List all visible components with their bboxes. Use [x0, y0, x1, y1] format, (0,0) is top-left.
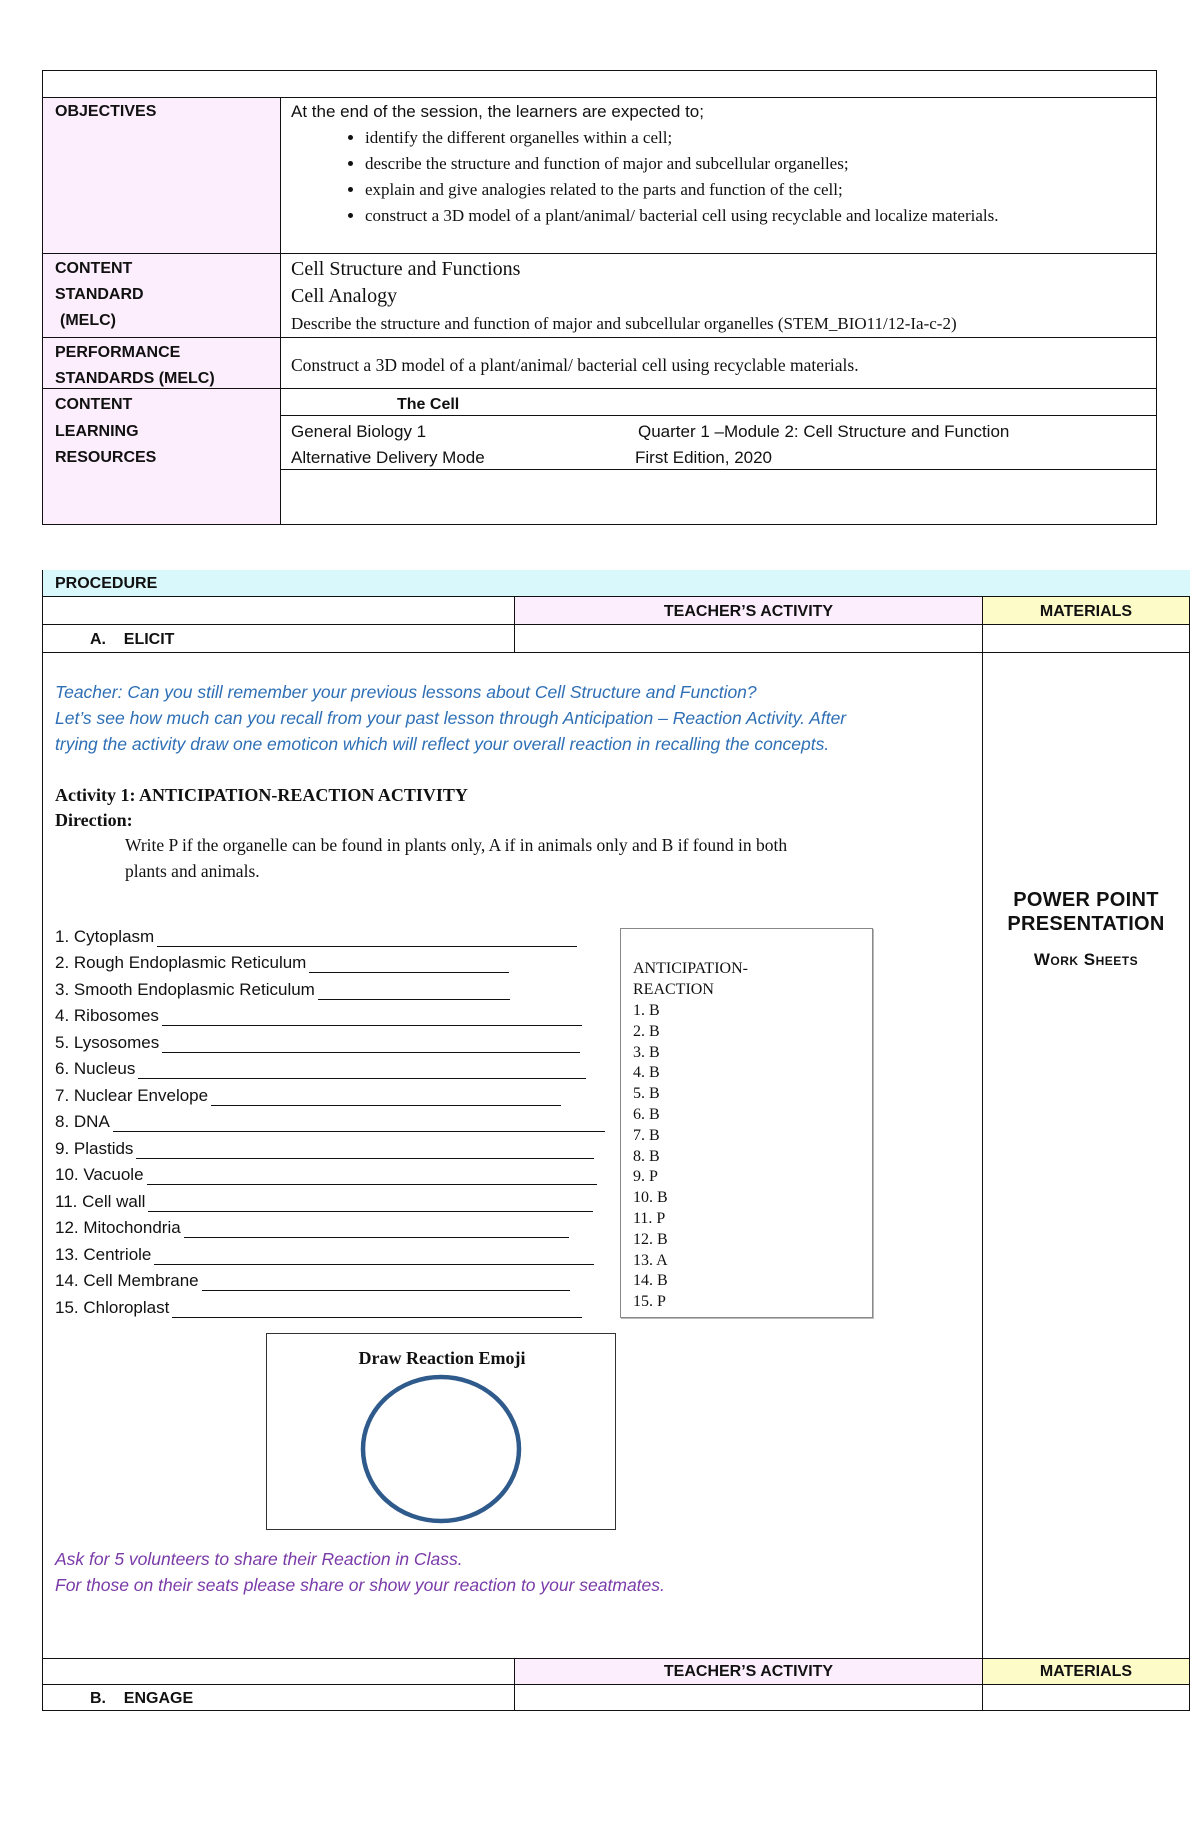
teacher-activity-header: TEACHER’S ACTIVITY — [663, 1663, 834, 1680]
answer-blank[interactable] — [184, 1219, 569, 1238]
direction-label: Direction: — [55, 810, 133, 830]
engage-label: B. ENGAGE — [90, 1690, 194, 1707]
answer-blank[interactable] — [202, 1272, 570, 1291]
learning-resources-label: LEARNING RESOURCES — [55, 423, 157, 466]
list-item: 7. Nuclear Envelope — [55, 1079, 615, 1106]
answer-item: 4. B — [633, 1064, 660, 1082]
list-item: 5. Lysosomes — [55, 1026, 615, 1053]
content-standard-line-2: Cell Analogy — [291, 285, 398, 307]
answer-item: 1. B — [633, 1002, 660, 1019]
list-item: 13. Centriole — [55, 1238, 615, 1265]
answer-item: 9. P — [633, 1168, 658, 1186]
answer-item: 8. B — [633, 1147, 660, 1165]
organelle-list — [55, 920, 615, 1318]
answer-item: 12. B — [633, 1230, 668, 1248]
resource-left-1: General Biology 1 — [291, 422, 427, 441]
answer-key-list — [633, 1001, 668, 1313]
resource-right-1: Quarter 1 –Module 2: Cell Structure and Function — [638, 422, 1010, 441]
list-item: 15. Chloroplast — [55, 1291, 615, 1318]
answer-blank[interactable] — [318, 981, 510, 1000]
content-standard-line-1: Cell Structure and Functions — [291, 258, 521, 280]
closing-instructions: Ask for 5 volunteers to share their Reaction in Class. For those on their seats please share or show your reaction to your seatmates. — [55, 1549, 665, 1595]
emoji-box-title: Draw Reaction Emoji — [358, 1348, 526, 1368]
list-item: 3. Smooth Endoplasmic Reticulum — [55, 973, 615, 1000]
content-standard-label: CONTENT STANDARD (MELC) — [55, 260, 144, 329]
row-divider — [42, 337, 1157, 338]
list-item: 4. Ribosomes — [55, 1000, 615, 1027]
list-item: 14. Cell Membrane — [55, 1265, 615, 1292]
list-item: 2. Rough Endoplasmic Reticulum — [55, 947, 615, 974]
answer-blank[interactable] — [136, 1140, 594, 1159]
procedure-title: PROCEDURE — [55, 575, 158, 592]
answer-item: 13. A — [633, 1251, 668, 1269]
teacher-intro: Teacher: Can you still remember your previous lessons about Cell Structure and Function? Let’s see how much can you recall from your past lesson through Anticipation – Reaction Activity. After trying the activity draw one emoticon which will reflect your overall reaction in recalling the concepts. — [55, 682, 847, 754]
objective-item: • identify the different organelles within a cell; — [365, 125, 1151, 151]
column-divider — [982, 652, 983, 1659]
objectives-list — [291, 125, 1151, 229]
list-item: 12. Mitochondria — [55, 1212, 615, 1239]
material-presentation: PRESENTATION — [1007, 913, 1165, 935]
list-item: 8. DNA — [55, 1106, 615, 1133]
materials-content — [983, 888, 1189, 970]
content-value: The Cell — [397, 396, 460, 413]
emoji-circle — [363, 1377, 519, 1521]
answer-item: 6. B — [633, 1105, 660, 1123]
activity-title: Activity 1: ANTICIPATION-REACTION ACTIVITY — [55, 785, 468, 805]
list-item: 1. Cytoplasm — [55, 920, 615, 947]
procedure-header — [42, 570, 1190, 596]
objective-item: • construct a 3D model of a plant/animal/ bacterial cell using recyclable and localize materials. — [365, 203, 1151, 229]
resource-right-2: First Edition, 2020 — [635, 448, 773, 467]
emoji-drawing-box[interactable] — [266, 1333, 616, 1530]
answer-key-box — [620, 928, 873, 1318]
performance-standards-text: Construct a 3D model of a plant/animal/ bacterial cell using recyclable materials. — [291, 355, 859, 375]
teacher-activity-header: TEACHER’S ACTIVITY — [663, 603, 834, 620]
answer-item: 11. P — [633, 1209, 666, 1227]
answer-item: 10. B — [633, 1189, 668, 1207]
objective-item: • explain and give analogies related to the parts and function of the cell; — [365, 177, 1151, 203]
materials-header: MATERIALS — [1039, 1663, 1133, 1680]
answer-blank[interactable] — [157, 928, 577, 947]
answer-item: 14. B — [633, 1272, 668, 1290]
answer-blank[interactable] — [154, 1246, 594, 1265]
objective-item: • describe the structure and function of major and subcellular organelles; — [365, 151, 1151, 177]
resource-left-2: Alternative Delivery Mode — [291, 448, 485, 467]
answer-item: 15. P — [633, 1293, 666, 1311]
materials-header: MATERIALS — [1039, 603, 1133, 620]
answer-blank[interactable] — [138, 1060, 586, 1079]
column-divider — [280, 97, 281, 525]
answer-blank[interactable] — [162, 1034, 580, 1053]
answer-item: 2. B — [633, 1022, 660, 1040]
answer-key-title: ANTICIPATION- REACTION — [633, 960, 748, 998]
material-power-point: POWER POINT — [1013, 889, 1159, 911]
performance-standards-label: PERFORMANCE STANDARDS (MELC) — [55, 344, 215, 387]
list-item: 6. Nucleus — [55, 1053, 615, 1080]
answer-blank[interactable] — [147, 1166, 597, 1185]
answer-blank[interactable] — [113, 1113, 605, 1132]
row-divider — [42, 253, 1157, 254]
emoji-circle-icon — [267, 1334, 617, 1531]
answer-blank[interactable] — [148, 1193, 593, 1212]
elicit-label: A. ELICIT — [90, 631, 175, 648]
answer-item: 5. B — [633, 1085, 660, 1103]
answer-item: 3. B — [633, 1043, 660, 1061]
answer-blank[interactable] — [162, 1007, 582, 1026]
direction-text: Write P if the organelle can be found in plants only, A if in animals only and B if found in both plants and animals. — [125, 835, 788, 881]
answer-blank[interactable] — [211, 1087, 561, 1106]
list-item: 9. Plastids — [55, 1132, 615, 1159]
list-item: 10. Vacuole — [55, 1159, 615, 1186]
objectives-label: OBJECTIVES — [55, 103, 157, 120]
list-item: 11. Cell wall — [55, 1185, 615, 1212]
content-standard-line-3: Describe the structure and function of major and subcellular organelles (STEM_BIO11/12-Ia-c-2) — [291, 314, 957, 333]
answer-blank[interactable] — [309, 954, 509, 973]
content-label: CONTENT — [55, 396, 133, 413]
answer-item: 7. B — [633, 1126, 660, 1144]
answer-blank[interactable] — [172, 1299, 582, 1318]
material-work-sheets: Work Sheets — [1033, 950, 1139, 969]
objectives-intro: At the end of the session, the learners are expected to; — [291, 102, 704, 121]
